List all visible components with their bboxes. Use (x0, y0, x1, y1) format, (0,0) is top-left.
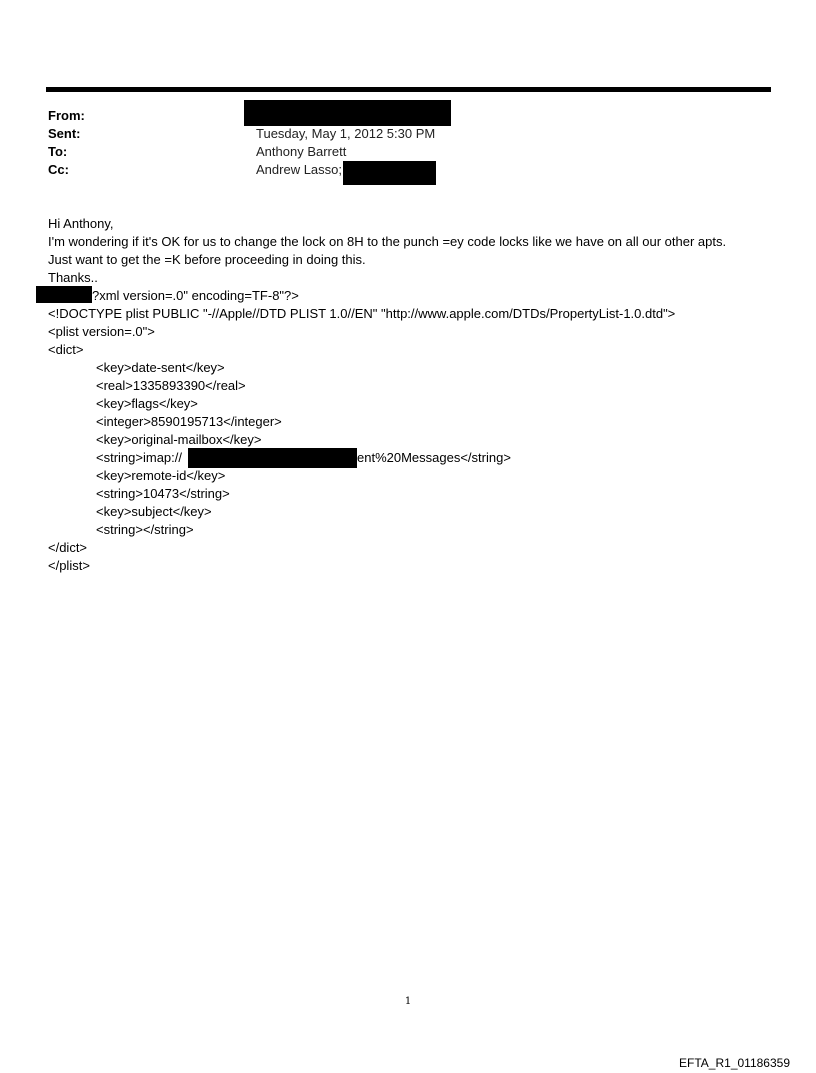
value-subject: <string></string> (96, 522, 194, 537)
key-original-mailbox: <key>original-mailbox</key> (96, 432, 262, 447)
sign-off: Thanks.. (48, 270, 98, 285)
message-line-2: Just want to get the =K before proceeding in doing this. (48, 252, 366, 267)
value-flags: <integer>8590195713</integer> (96, 414, 282, 429)
value-date-sent: <real>1335893390</real> (96, 378, 246, 393)
key-date-sent: <key>date-sent</key> (96, 360, 225, 375)
document-id: EFTA_R1_01186359 (679, 1056, 790, 1070)
plist-close: </plist> (48, 558, 90, 573)
cc-value: Andrew Lasso; (256, 162, 342, 177)
redaction-cc (343, 161, 436, 185)
sent-label: Sent: (48, 126, 81, 141)
plist-open: <plist version=.0"> (48, 324, 155, 339)
from-label: From: (48, 108, 85, 123)
redaction-xml-prefix (36, 286, 92, 303)
header-rule (46, 87, 771, 92)
to-value: Anthony Barrett (256, 144, 347, 159)
greeting: Hi Anthony, (48, 216, 114, 231)
value-mailbox-suffix: ent%20Messages</string> (357, 450, 511, 465)
key-flags: <key>flags</key> (96, 396, 198, 411)
key-remote-id: <key>remote-id</key> (96, 468, 226, 483)
key-subject: <key>subject</key> (96, 504, 212, 519)
to-label: To: (48, 144, 68, 159)
value-remote-id: <string>10473</string> (96, 486, 230, 501)
message-line-1: I'm wondering if it's OK for us to change the lock on 8H to the punch =ey code locks like we have on all our other apts. (48, 234, 727, 249)
sent-value: Tuesday, May 1, 2012 5:30 PM (256, 126, 436, 141)
value-mailbox-prefix: <string>imap:// (96, 450, 182, 465)
xml-declaration: ?xml version=.0" encoding=TF-8"?> (92, 288, 299, 303)
page-number: 1 (404, 996, 412, 1007)
redaction-mailbox (188, 448, 357, 468)
cc-label: Cc: (48, 162, 69, 177)
dict-open: <dict> (48, 342, 84, 357)
dict-close: </dict> (48, 540, 88, 555)
doctype-line: <!DOCTYPE plist PUBLIC "-//Apple//DTD PLIST 1.0//EN" "http://www.apple.com/DTDs/PropertyList-1.0.dtd"> (48, 306, 676, 321)
redaction-from (244, 100, 451, 126)
